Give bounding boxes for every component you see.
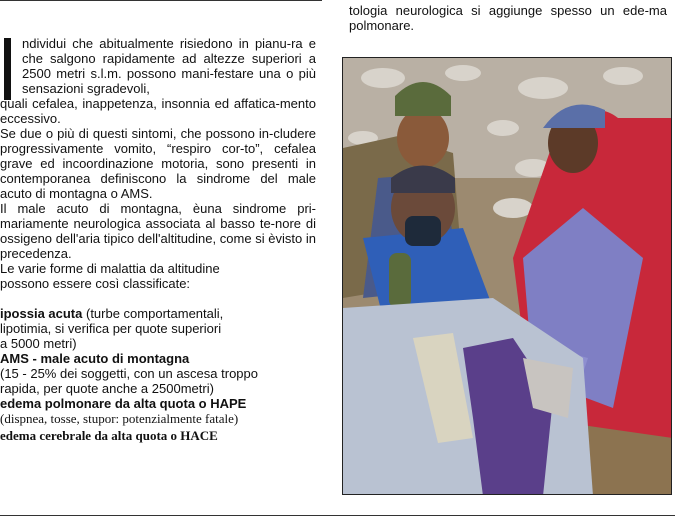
- paragraph-4b: possono essere così classificate:: [0, 276, 191, 291]
- right-column-intro: tologia neurologica si aggiunge spesso un ede-ma polmonare.: [349, 3, 667, 33]
- paragraph-2: Se due o più di questi sintomi, che possono in-cludere progressivamente vomito, “respiro cor-to”, cefalea grave ed incoordinazione motoria, sono presenti in contemporanea definiscono la sindrome del male acuto di montagna o AMS.: [0, 126, 316, 201]
- paragraph-1-first: ndividui che abitualmente risiedono in pianu-ra e che salgono rapidamente ad altezze superiori a 2500 metri s.l.m. possono mani-festare una o più sensazioni sgradevoli,: [22, 36, 316, 96]
- paragraph-4a: Le varie forme di malattia da altitudine: [0, 261, 220, 276]
- list-item-ipossia-desc2: a 5000 metri): [0, 336, 77, 351]
- bottom-rule: [0, 515, 675, 516]
- list-item-ams: AMS - male acuto di montagna: [0, 351, 190, 366]
- paragraph-3: Il male acuto di montagna, èuna sindrome pri-mariamente neurologica associata al basso te-nore di ossigeno dell'aria tipico dell'altitudine, come si èvisto in precedenza.: [0, 201, 316, 261]
- list-item-ipossia: ipossia acuta (turbe comportamentali,: [0, 306, 224, 321]
- list-item-ams-desc1: (15 - 25% dei soggetti, con un ascesa troppo: [0, 366, 258, 381]
- top-rule: [0, 0, 322, 1]
- list-item-hace: edema cerebrale da alta quota o HACE: [0, 428, 218, 443]
- photo-illustration: [343, 58, 672, 495]
- article-left-column: [0, 36, 316, 443]
- spacer: [0, 291, 316, 306]
- list-item-ams-desc2: rapida, per quote anche a 2500metri): [0, 381, 214, 396]
- paragraph-1-rest: quali cefalea, inappetenza, insonnia ed affatica-mento eccessivo.: [0, 96, 316, 126]
- list-item-ipossia-desc1: lipotimia, si verifica per quote superiori: [0, 321, 222, 336]
- list-item-hape-desc: (dispnea, tosse, stupor: potenzialmente fatale): [0, 411, 239, 426]
- list-item-hape: edema polmonare da alta quota o HAPE: [0, 396, 247, 411]
- rescue-photo: [342, 57, 672, 495]
